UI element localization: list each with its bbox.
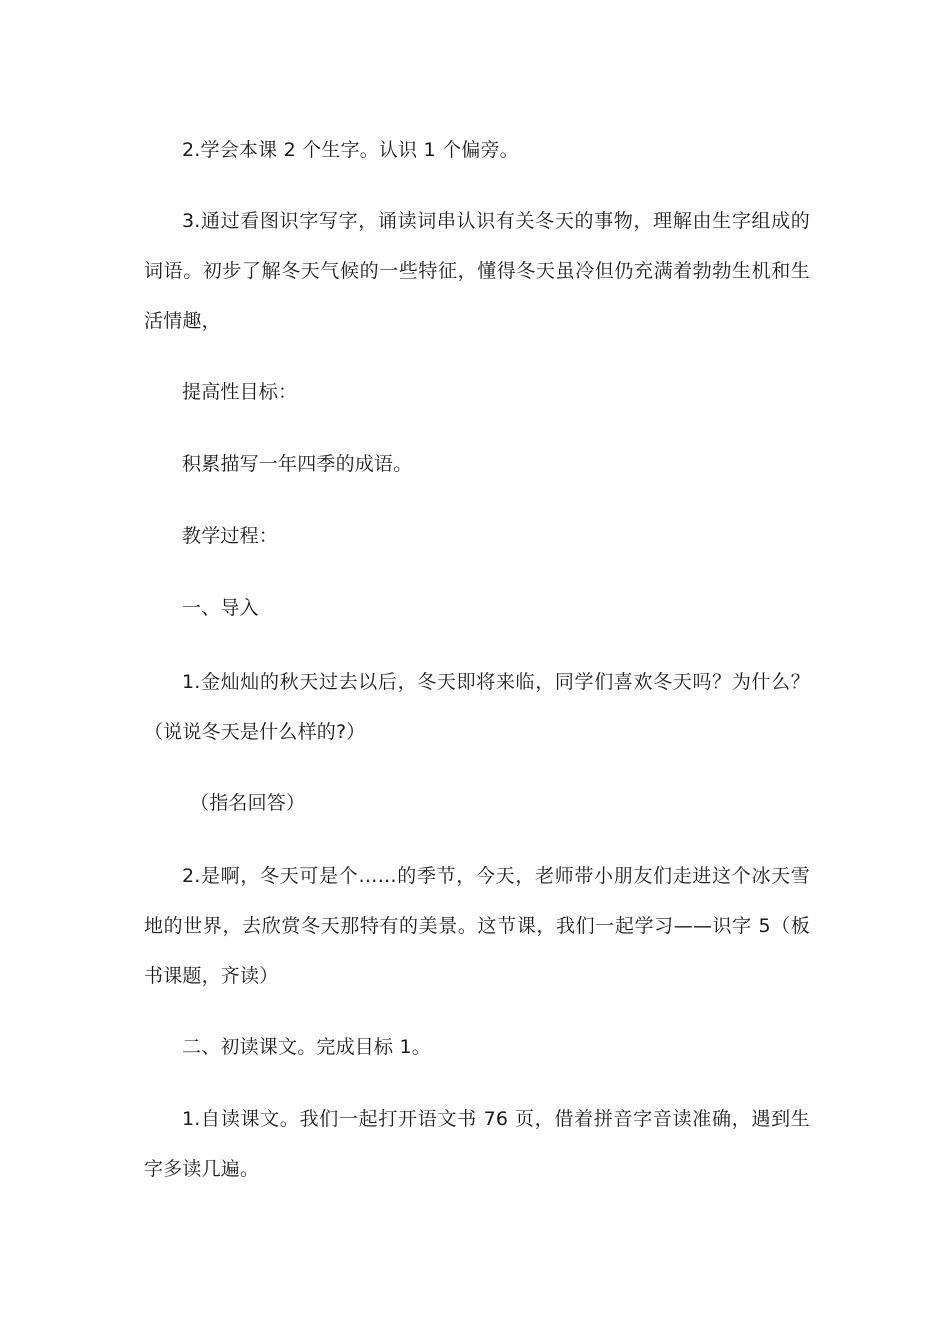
- paragraph-advanced-goal-heading: 提高性目标：: [182, 381, 298, 403]
- paragraph-reading-step-1: 1.自读课文。我们一起打开语文书 76 页，借着拼音字音读准确，遇到生字多读几遍。: [144, 1108, 810, 1180]
- paragraph-intro-step-1: 1.金灿灿的秋天过去以后，冬天即将来临，同学们喜欢冬天吗？为什么？（说说冬天是什么样的?）: [144, 671, 810, 743]
- paragraph-teaching-process-heading: 教学过程：: [182, 525, 279, 547]
- paragraph-intro-step-2: 2.是啊，冬天可是个……的季节，今天，老师带小朋友们走进这个冰天雪地的世界，去欣赏冬天那特有的美景。这节课，我们一起学习——识字 5（板书课题，齐读）: [144, 865, 810, 987]
- paragraph-advanced-goal: 积累描写一年四季的成语。: [182, 453, 413, 475]
- paragraph-section-first-reading: 二、初读课文。完成目标 1。: [182, 1036, 431, 1058]
- paragraph-section-introduction: 一、导入: [182, 597, 259, 619]
- paragraph-named-answer: （指名回答）: [190, 792, 306, 814]
- paragraph-objective-3: 3.通过看图识字写字，诵读词串认识有关冬天的事物，理解由生字组成的词语。初步了解冬天气候的一些特征，懂得冬天虽冷但仍充满着勃勃生机和生活情趣，: [144, 210, 810, 332]
- paragraph-objective-2: 2.学会本课 2 个生字。认识 1 个偏旁。: [182, 139, 519, 161]
